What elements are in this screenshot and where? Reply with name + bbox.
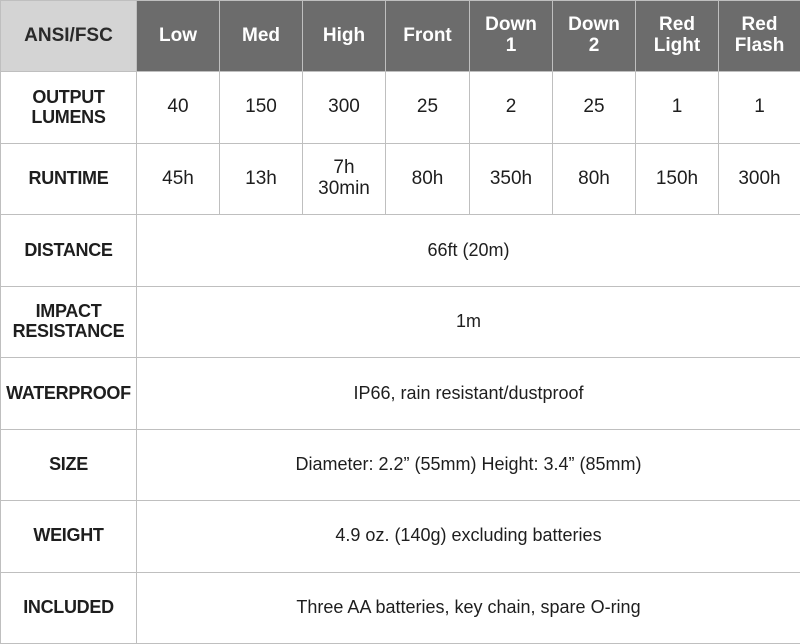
output-value-red-light: 1 [636,72,719,143]
header-row [1,1,800,72]
header-mode-red-light: Red Light [636,1,719,72]
header-mode-red-flash: Red Flash [719,1,800,72]
weight-label: WEIGHT [1,501,137,572]
header-mode-low: Low [137,1,220,72]
header-mode-front: Front [386,1,470,72]
distance-row [1,215,800,286]
runtime-row [1,143,800,214]
impact-resistance-value: 1m [137,286,800,357]
header-corner-cell: ANSI/FSC [1,1,137,72]
runtime-value-front: 80h [386,143,470,214]
impact-resistance-label: IMPACT RESISTANCE [1,286,137,357]
output-value-down-1: 2 [470,72,553,143]
weight-value: 4.9 oz. (140g) excluding batteries [137,501,800,572]
impact-resistance-row [1,286,800,357]
waterproof-label: WATERPROOF [1,358,137,429]
header-mode-down-1: Down 1 [470,1,553,72]
size-value: Diameter: 2.2” (55mm) Height: 3.4” (85mm) [137,429,800,500]
size-row [1,429,800,500]
output-value-red-flash: 1 [719,72,800,143]
header-mode-down-2: Down 2 [553,1,636,72]
output-value-low: 40 [137,72,220,143]
runtime-value-high: 7h 30min [303,143,386,214]
distance-value: 66ft (20m) [137,215,800,286]
runtime-value-red-light: 150h [636,143,719,214]
waterproof-row [1,358,800,429]
output-row [1,72,800,143]
runtime-value-med: 13h [220,143,303,214]
output-value-down-2: 25 [553,72,636,143]
waterproof-value: IP66, rain resistant/dustproof [137,358,800,429]
runtime-value-down-1: 350h [470,143,553,214]
header-mode-med: Med [220,1,303,72]
output-value-med: 150 [220,72,303,143]
size-label: SIZE [1,429,137,500]
header-mode-high: High [303,1,386,72]
output-value-high: 300 [303,72,386,143]
included-value: Three AA batteries, key chain, spare O-ring [137,572,800,644]
runtime-value-low: 45h [137,143,220,214]
runtime-value-red-flash: 300h [719,143,800,214]
runtime-value-down-2: 80h [553,143,636,214]
distance-label: DISTANCE [1,215,137,286]
runtime-label: RUNTIME [1,143,137,214]
included-row [1,572,800,644]
weight-row [1,501,800,572]
output-value-front: 25 [386,72,470,143]
output-label: OUTPUT LUMENS [1,72,137,143]
included-label: INCLUDED [1,572,137,644]
